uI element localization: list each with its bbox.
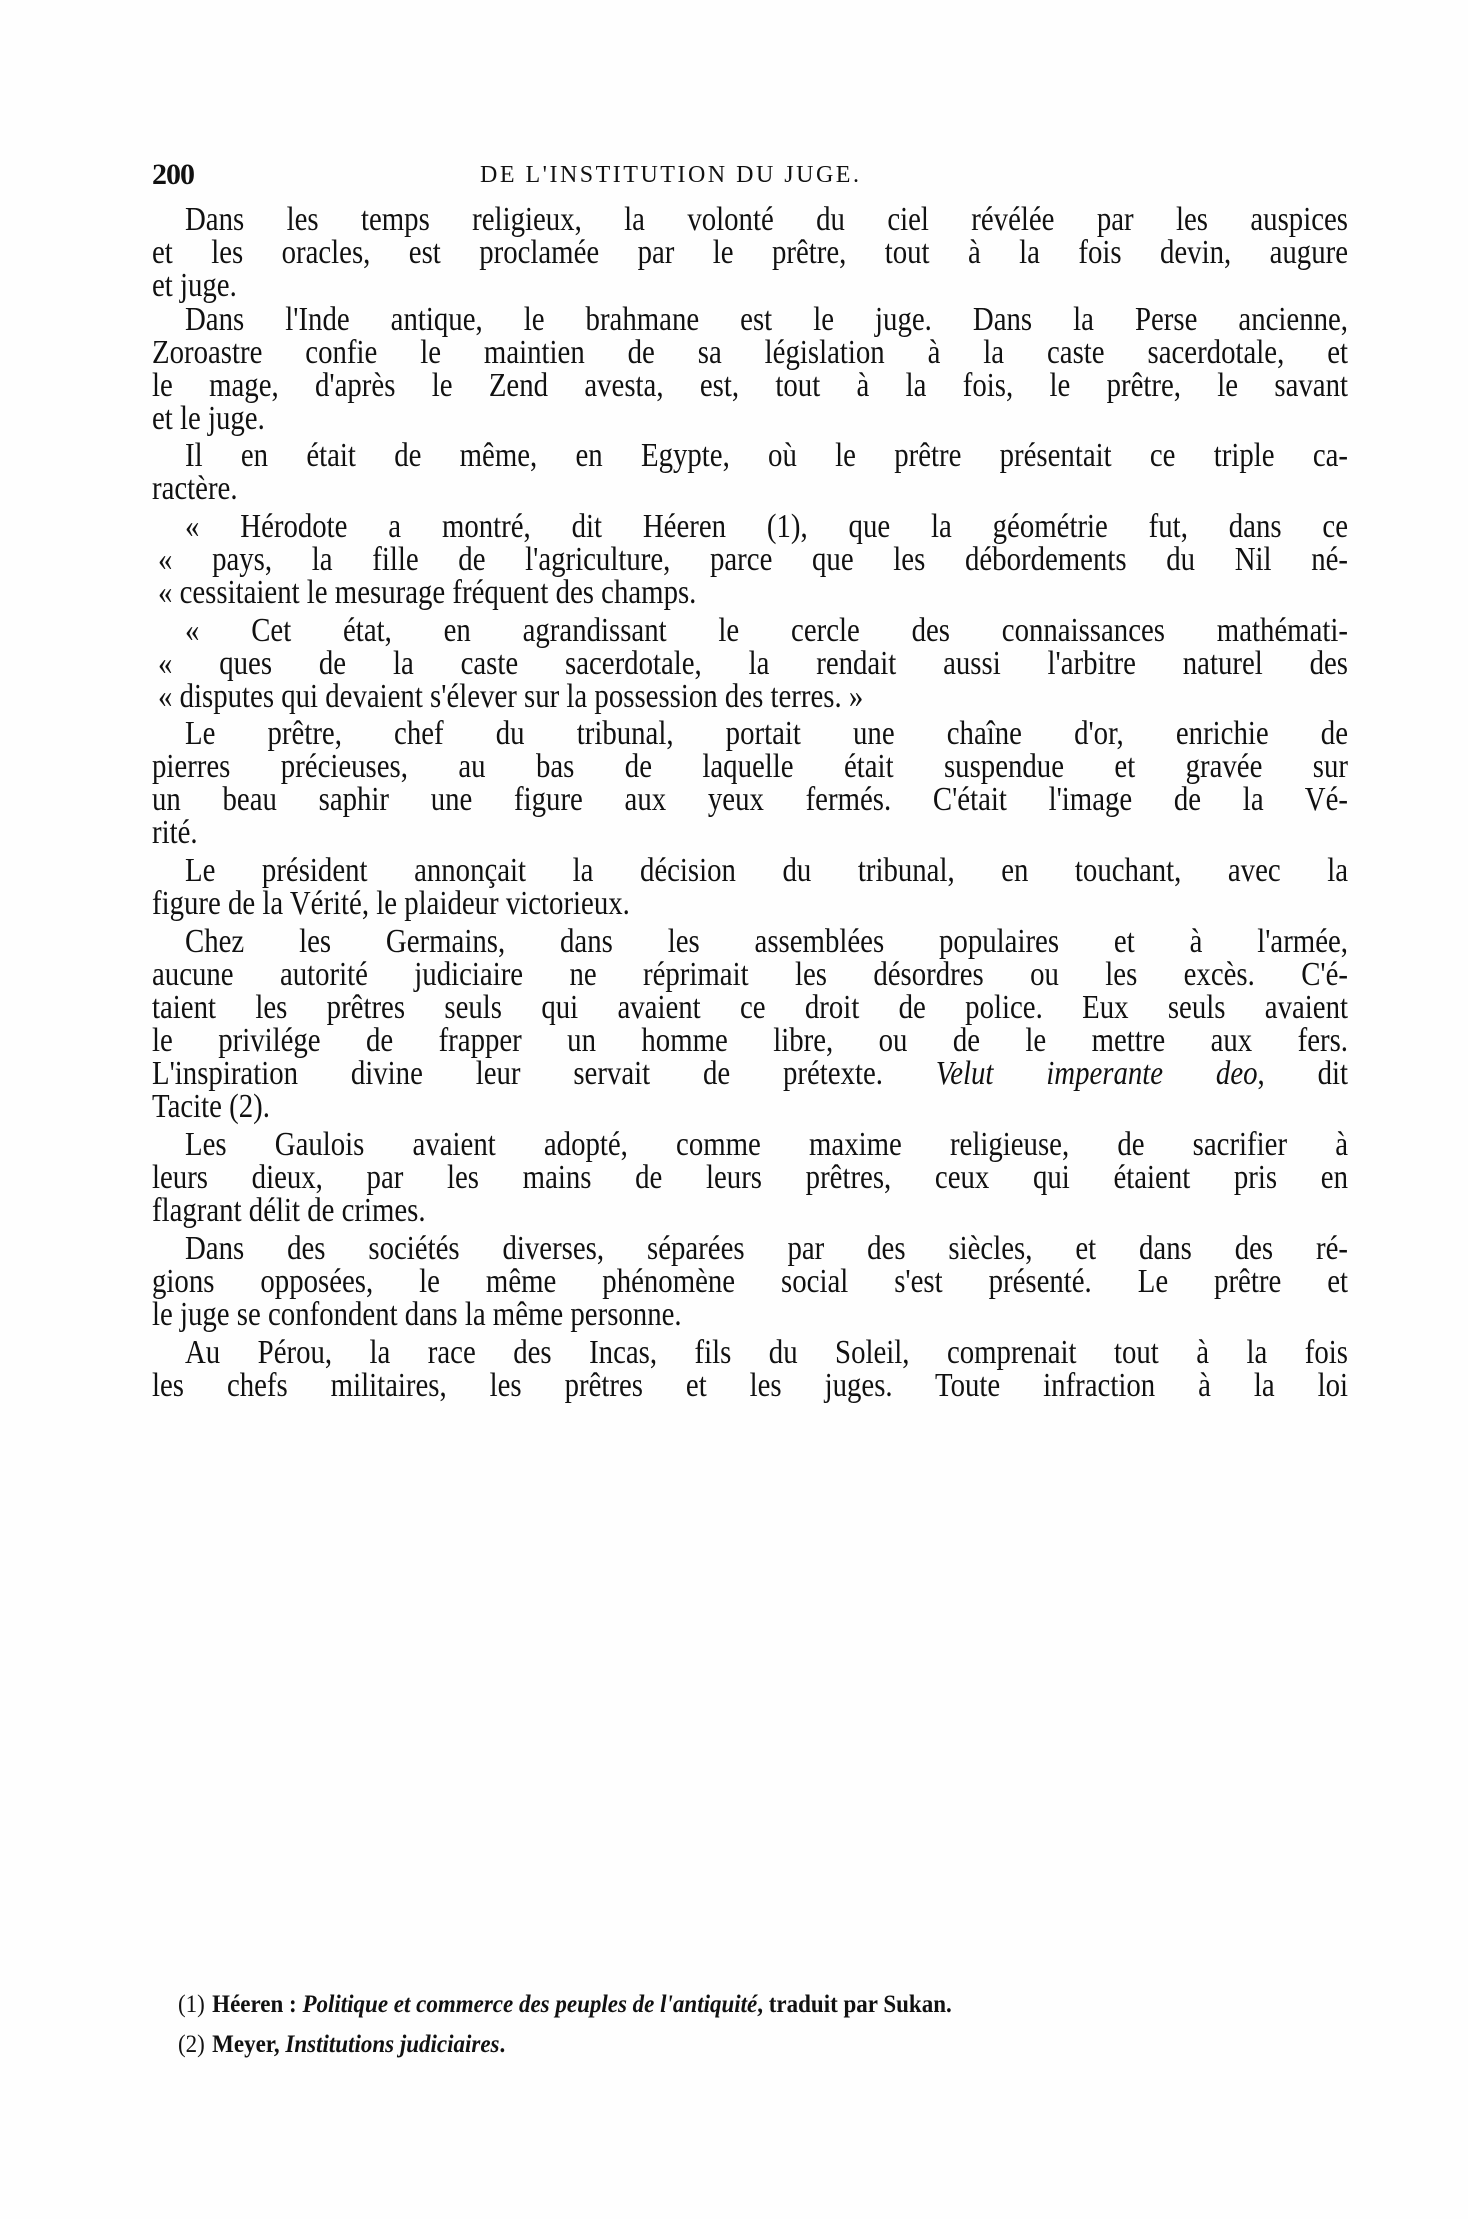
text-line: pierres précieuses, au bas de laquelle était suspendue et gravée sur	[152, 748, 1348, 785]
footnote-2	[178, 2025, 1245, 2065]
text-line: aucune autorité judiciaire ne réprimait les désordres ou les excès. C'é-	[152, 956, 1348, 993]
footnote-title: Politique et commerce des peuples de l'antiquité	[302, 1991, 758, 2018]
text-line: Chez les Germains, dans les assemblées populaires et à l'armée,	[185, 923, 1348, 960]
footnotes	[178, 1985, 1338, 2065]
text-line: un beau saphir une figure aux yeux fermés. C'était l'image de la Vé-	[152, 781, 1348, 818]
text-line: ractère.	[152, 470, 238, 507]
text-line: Au Pérou, la race des Incas, fils du Soleil, comprenait tout à la fois	[185, 1334, 1348, 1371]
text-span: , dit	[1257, 1055, 1348, 1092]
text-line: Zoroastre confie le maintien de sa législation à la caste sacerdotale, et	[152, 334, 1348, 371]
text-line: figure de la Vérité, le plaideur victorieux.	[152, 885, 630, 922]
text-line: et juge.	[152, 267, 237, 304]
page-number: 200	[152, 158, 194, 191]
text-line: le juge se confondent dans la même personne.	[152, 1296, 682, 1333]
footnote-author: Meyer,	[212, 2031, 286, 2058]
text-line: flagrant délit de crimes.	[152, 1192, 426, 1229]
text-line: taient les prêtres seuls qui avaient ce droit de police. Eux seuls avaient	[152, 989, 1348, 1026]
text-line: Dans l'Inde antique, le brahmane est le juge. Dans la Perse ancienne,	[185, 301, 1348, 338]
quote-line: « Cet état, en agrandissant le cercle des connaissances mathémati-	[185, 612, 1348, 649]
quote-line: « Hérodote a montré, dit Héeren (1), que la géométrie fut, dans ce	[185, 508, 1348, 545]
text-line: Le prêtre, chef du tribunal, portait une chaîne d'or, enrichie de	[185, 715, 1348, 752]
text-line: et les oracles, est proclamée par le prêtre, tout à la fois devin, augure	[152, 234, 1348, 271]
text-line: Il en était de même, en Egypte, où le prêtre présentait ce triple ca-	[185, 437, 1348, 474]
footnote-after: .	[499, 2031, 506, 2058]
text-line: le privilége de frapper un homme libre, ou de le mettre aux fers.	[152, 1022, 1348, 1059]
text-line: Tacite (2).	[152, 1088, 270, 1125]
quote-line: « ques de la caste sacerdotale, la rendait aussi l'arbitre naturel des	[158, 645, 1348, 682]
text-line: leurs dieux, par les mains de leurs prêtres, ceux qui étaient pris en	[152, 1159, 1348, 1196]
footnote-author: Héeren :	[212, 1991, 303, 2018]
running-title: DE L'INSTITUTION DU JUGE.	[480, 162, 862, 188]
quote-line: « pays, la fille de l'agriculture, parce que les débordements du Nil né-	[158, 541, 1348, 578]
text-span: L'inspiration divine leur servait de prétexte.	[152, 1055, 936, 1092]
footnote-title: Institutions judiciaires	[285, 2031, 500, 2058]
text-line: Les Gaulois avaient adopté, comme maxime religieuse, de sacrifier à	[185, 1126, 1348, 1163]
footnote-mark: (1)	[178, 1991, 205, 2018]
text-line: gions opposées, le même phénomène social s'est présenté. Le prêtre et	[152, 1263, 1348, 1300]
quote-line: « cessitaient le mesurage fréquent des champs.	[158, 574, 697, 611]
footnote-mark: (2)	[178, 2031, 205, 2058]
footnote-after: , traduit par Sukan.	[757, 1991, 952, 2018]
text-line: Dans des sociétés diverses, séparées par des siècles, et dans des ré-	[185, 1230, 1348, 1267]
text-line: Le président annonçait la décision du tribunal, en touchant, avec la	[185, 852, 1348, 889]
text-line: et le juge.	[152, 400, 265, 437]
text-line: le mage, d'après le Zend avesta, est, tout à la fois, le prêtre, le savant	[152, 367, 1348, 404]
quote-line: « disputes qui devaient s'élever sur la possession des terres. »	[158, 678, 864, 715]
footnote-1	[178, 1985, 1245, 2025]
text-line: rité.	[152, 814, 198, 851]
latin-quote: Velut imperante deo	[935, 1055, 1258, 1092]
page-header	[152, 158, 1342, 198]
text-line: Dans les temps religieux, la volonté du ciel révélée par les auspices	[185, 201, 1348, 238]
text-line: les chefs militaires, les prêtres et les juges. Toute infraction à la loi	[152, 1367, 1348, 1404]
